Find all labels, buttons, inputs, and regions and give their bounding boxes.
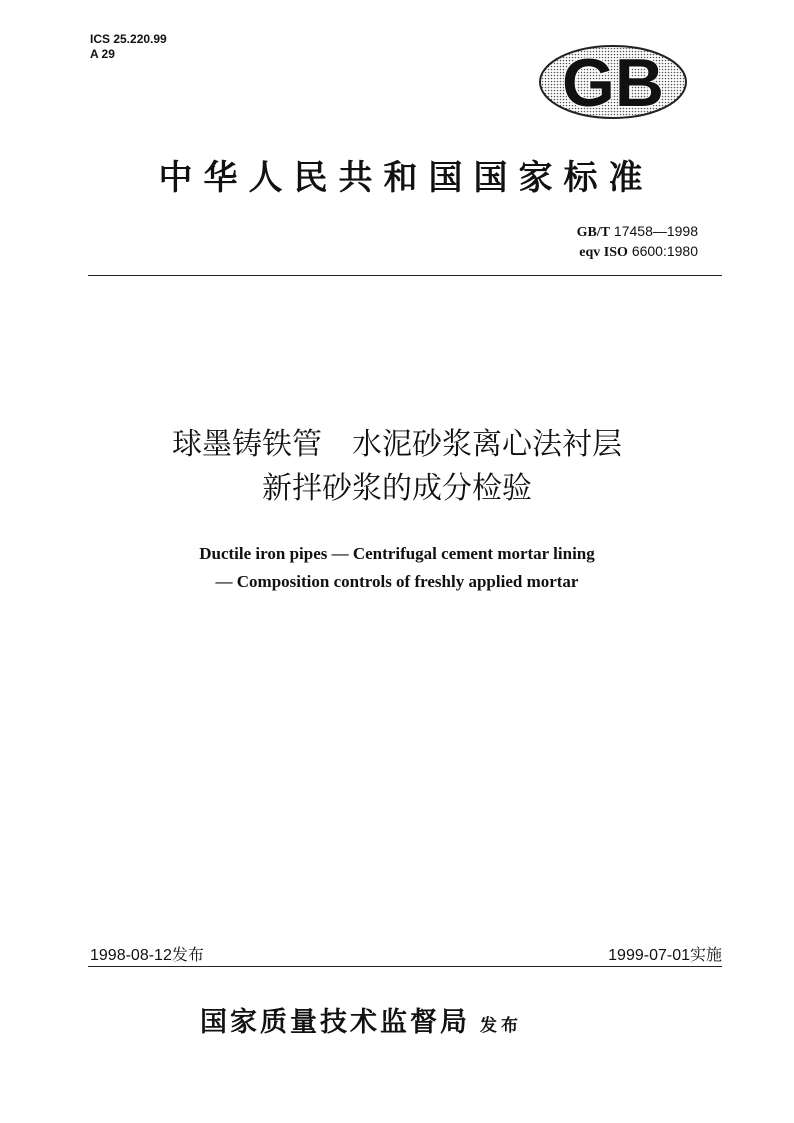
title-en-line-1: Ductile iron pipes — Centrifugal cement mortar lining	[199, 544, 595, 563]
issuer-action: 发布	[480, 1016, 522, 1036]
footer-divider	[88, 966, 722, 967]
national-standard-heading: 中华人民共和国国家标准	[158, 158, 654, 198]
eqv-code	[577, 242, 698, 262]
issuer-name: 国家质量技术监督局	[200, 1007, 470, 1038]
ics-code: ICS 25.220.99	[90, 32, 167, 46]
class-code: A 29	[90, 47, 115, 61]
eqv-code-number: 6600:1980	[631, 243, 698, 259]
gb-logo-text: GB	[562, 45, 664, 120]
gb-code-number: 17458—1998	[613, 223, 698, 239]
header-divider	[88, 275, 722, 276]
classification-block	[90, 32, 167, 62]
issue-date: 1998-08-12发布	[90, 947, 204, 964]
issuer	[200, 1000, 522, 1039]
gb-logo	[538, 44, 688, 120]
gb-code	[577, 222, 698, 242]
gb-code-prefix: GB/T	[576, 225, 611, 240]
effective-date: 1999-07-01实施	[608, 947, 722, 964]
standard-codes	[577, 222, 698, 262]
eqv-code-prefix: eqv ISO	[579, 245, 628, 260]
title-cn-line-1: 球墨铸铁管 水泥砂浆离心法衬层	[172, 427, 622, 462]
title-cn-line-2: 新拌砂浆的成分检验	[262, 471, 532, 506]
title-en-line-2: — Composition controls of freshly applied mortar	[215, 572, 579, 591]
